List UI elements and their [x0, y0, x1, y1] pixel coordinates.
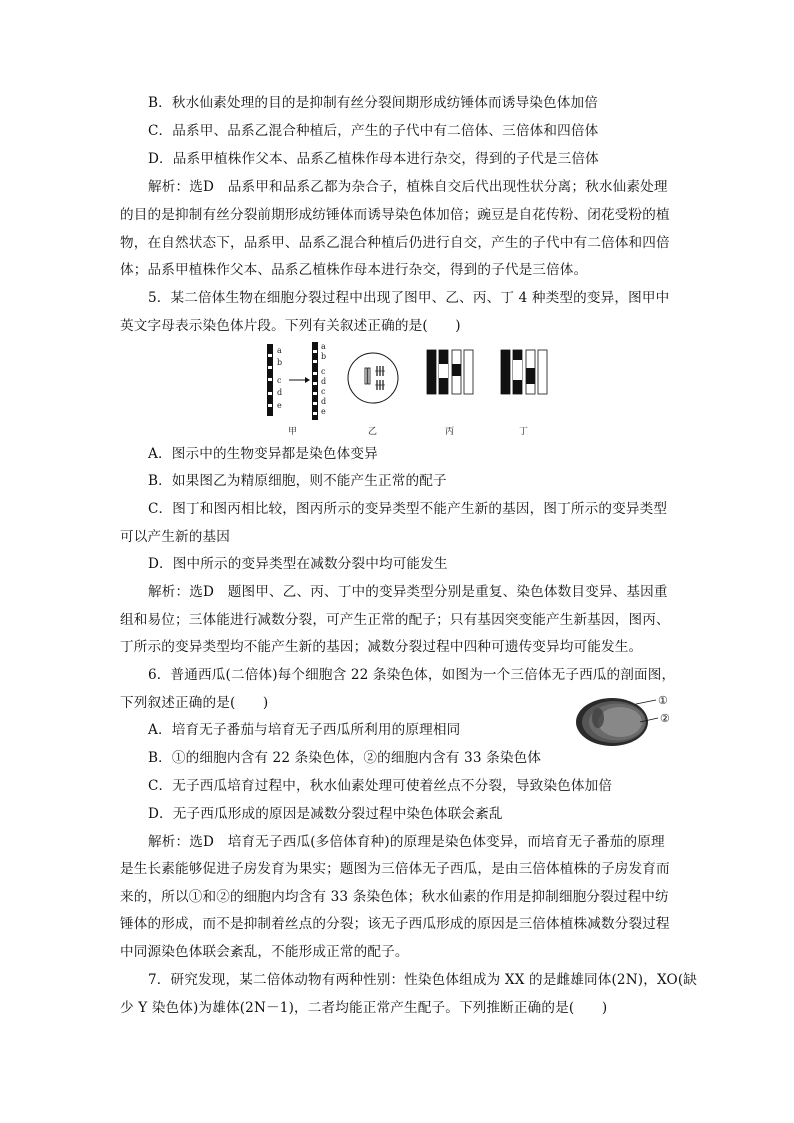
gene-label: d	[277, 388, 283, 397]
q5-explanation-line: 组和易位；三体能进行减数分裂，可产生正常的配子；只有基因突变能产生新基因，图丙、	[120, 612, 670, 628]
gene-label: c	[321, 387, 326, 396]
figure-jia-chromosome-before	[267, 344, 273, 416]
q5-option-c-cont: 可以产生新的基因	[120, 529, 230, 545]
q4-option-c: C．品系甲、品系乙混合种植后，产生的子代中有二倍体、三倍体和四倍体	[148, 123, 599, 139]
gene-label: d	[321, 397, 327, 406]
q4-explanation-line: 解析：选D 品系甲和品系乙都为杂合子，植株自交后代出现性状分离；秋水仙素处理	[148, 179, 668, 195]
gene-label: e	[277, 401, 282, 410]
q5-stem-line: 英文字母表示染色体片段。下列有关叙述正确的是( )	[120, 318, 461, 334]
q5-explanation-line: 丁所示的变异类型均不能产生新的基因；减数分裂过程中四种可遗传变异均可能发生。	[120, 639, 643, 655]
q5-option-d: D．图中所示的变异类型在减数分裂中均可能发生	[148, 556, 448, 572]
q7-stem-line: 7．研究发现，某二倍体动物有两种性别：性染色体组成为 XX 的是雌雄同体(2N)，XO(缺	[148, 972, 698, 988]
figure-jia-chromosome-after	[312, 342, 318, 420]
figure-label-ding: 丁	[519, 427, 529, 437]
label-1: ①	[658, 694, 668, 707]
q6-explanation-line: 来的，所以①和②的细胞内均含有 33 条染色体；秋水仙素的作用是抑制细胞分裂过程中纺	[120, 889, 669, 905]
figure-label-yi: 乙	[368, 427, 378, 437]
q4-explanation-line: 物，在自然状态下，品系甲、品系乙混合种植后仍进行自交，产生的子代中有二倍体和四倍	[120, 235, 670, 251]
gene-label: a	[277, 346, 282, 355]
q6-option-b: B．①的细胞内含有 22 条染色体，②的细胞内含有 33 条染色体	[148, 750, 542, 766]
q6-stem-line: 6．普通西瓜(二倍体)每个细胞含 22 条染色体，如图为一个三倍体无子西瓜的剖面图，	[148, 667, 676, 683]
figure-yi-cell	[348, 353, 398, 403]
q6-option-c: C．无子西瓜培育过程中，秋水仙素处理可使着丝点不分裂，导致染色体加倍	[148, 778, 613, 794]
q7-stem-line: 少 Y 染色体)为雄体(2N－1)，二者均能正常产生配子。下列推断正确的是( )	[120, 1000, 608, 1016]
q6-option-a: A．培育无子番茄与培育无子西瓜所利用的原理相同	[148, 722, 461, 738]
q6-explanation-line: 锤体的形成，而不是抑制着丝点的分裂；该无子西瓜形成的原因是三倍体植株减数分裂过程	[120, 916, 670, 932]
chromosome-variation-figure	[255, 338, 555, 438]
q5-option-a: A．图示中的生物变异都是染色体变异	[148, 446, 378, 462]
figure-ding-chromosomes	[501, 350, 547, 394]
q6-explanation-line: 解析：选D 培育无子西瓜(多倍体育种)的原理是染色体变异，而培育无子番茄的原理	[148, 834, 665, 850]
label-2: ②	[660, 712, 670, 725]
gene-label: e	[321, 407, 326, 416]
q6-option-d: D．无子西瓜形成的原因是减数分裂过程中染色体联会紊乱	[148, 806, 503, 822]
watermelon-cross-section-figure	[574, 688, 684, 748]
q5-option-b: B．如果图乙为精原细胞，则不能产生正常的配子	[148, 473, 447, 489]
arrow-icon	[289, 377, 310, 383]
gene-label: b	[321, 352, 327, 361]
q5-stem-line: 5．某二倍体生物在细胞分裂过程中出现了图甲、乙、丙、丁 4 种类型的变异，图甲中	[148, 290, 670, 306]
figure-label-jia: 甲	[288, 427, 298, 437]
q4-explanation-line: 的目的是抑制有丝分裂前期形成纺锤体而诱导染色体加倍；豌豆是自花传粉、闭花受粉的植	[120, 207, 670, 223]
q6-explanation-line: 是生长素能够促进子房发育为果实；题图为三倍体无子西瓜，是由三倍体植株的子房发育而	[120, 861, 670, 877]
q4-option-b: B．秋水仙素处理的目的是抑制有丝分裂间期形成纺锤体而诱导染色体加倍	[148, 95, 598, 111]
q4-option-d: D．品系甲植株作父本、品系乙植株作母本进行杂交，得到的子代是三倍体	[148, 151, 599, 167]
q4-explanation-line: 体；品系甲植株作父本、品系乙植株作母本进行杂交，得到的子代是三倍体。	[120, 262, 588, 278]
q6-explanation-line: 中同源染色体联会紊乱，不能形成正常的配子。	[120, 944, 409, 960]
gene-label: a	[321, 342, 326, 351]
gene-label: c	[321, 367, 326, 376]
gene-label: b	[277, 358, 283, 367]
figure-bing-chromosomes	[427, 350, 473, 394]
figure-label-bing: 丙	[445, 427, 455, 437]
gene-label: d	[321, 377, 327, 386]
q6-stem-line: 下列叙述正确的是( )	[120, 695, 269, 711]
gene-label: c	[277, 376, 282, 385]
q5-option-c: C．图丁和图丙相比较，图丙所示的变异类型不能产生新的基因，图丁所示的变异类型	[148, 501, 668, 517]
q5-explanation-line: 解析：选D 题图甲、乙、丙、丁中的变异类型分别是重复、染色体数目变异、基因重	[148, 584, 668, 600]
